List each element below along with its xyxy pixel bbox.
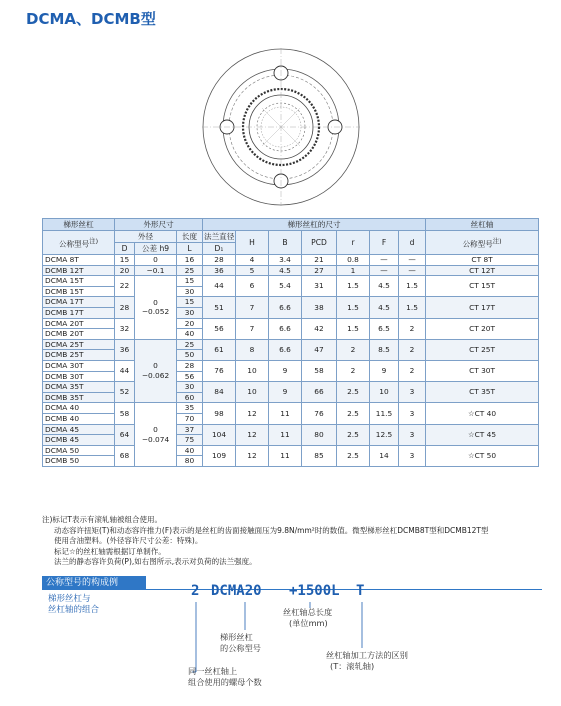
table-cell: 15 [115,255,135,266]
table-cell: 11 [269,424,302,445]
table-cell: 12 [236,445,269,466]
table-cell: 4 [236,255,269,266]
table-cell: 47 [302,339,337,360]
table-cell: 2 [399,360,426,381]
table-cell: 9 [269,382,302,403]
table-cell: 4.5 [269,265,302,276]
table-cell: DCMA 15T [43,276,115,287]
table-cell: 1.5 [337,276,370,297]
table-cell: 3 [399,445,426,466]
table-cell: DCMA 30T [43,360,115,371]
table-cell: 104 [203,424,236,445]
table-cell: — [370,255,399,266]
tolerance-value: 0 [153,361,158,371]
header-outer: 外形尺寸 [115,219,203,231]
table-cell: 1.5 [399,297,426,318]
table-cell: DCMB 30T [43,371,115,382]
table-cell: 6.6 [269,297,302,318]
length-label [283,607,332,628]
table-cell: 14 [370,445,399,466]
header-trap: 梯形丝杠的尺寸 [203,219,426,231]
table-cell: 1.5 [337,318,370,339]
table-cell: 12 [236,424,269,445]
table-cell: 3 [399,382,426,403]
table-cell: CT 12T [426,265,539,276]
table-cell: DCMA 50 [43,445,115,456]
header-d: d [399,231,426,255]
table-cell: 15 [177,297,203,308]
table-cell: 1.5 [337,297,370,318]
table-cell: 4.5 [370,297,399,318]
table-cell: ☆CT 45 [426,424,539,445]
tolerance-value: −0.1 [146,265,165,275]
header-screw: 梯形丝杠 [43,219,115,231]
table-cell: 6.6 [269,318,302,339]
table-cell: 12 [236,403,269,424]
table-cell: 76 [302,403,337,424]
table-cell: 31 [302,276,337,297]
table-cell: 6.6 [269,339,302,360]
tolerance-value: −0.052 [141,307,170,317]
table-cell: 76 [203,360,236,381]
length-label-line: (单位mm) [289,617,328,628]
table-cell: DCMA 20T [43,318,115,329]
table-cell: 3.4 [269,255,302,266]
type-label [326,650,408,671]
note-line: 动态容许扭矩(T)和动态容许推力(F)表示的是丝杠的齿面接触面压为9.8N/mm²时的数值。微型梯形丝杠DCMB8T型和DCMB12T型 [54,525,489,535]
table-cell: 30 [177,286,203,297]
table-cell: DCMB 50 [43,456,115,467]
header-F: F [370,231,399,255]
table-cell: 68 [115,445,135,466]
table-cell: 42 [302,318,337,339]
length-label-line: 丝杠轴总长度 [283,607,333,617]
section-title: 公称型号的构成例 [42,576,146,590]
note-line: 标记☆的丝杠轴需根据订单制作。 [54,546,166,556]
table-cell: 2 [337,339,370,360]
table-cell: 9 [269,360,302,381]
table-cell: CT 8T [426,255,539,266]
table-cell: 37 [177,424,203,435]
table-cell: 56 [177,371,203,382]
table-cell: 0.8 [337,255,370,266]
header-H: H [236,231,269,255]
header-B: B [269,231,302,255]
table-cell: 8 [236,339,269,360]
table-cell: 60 [177,392,203,403]
table-cell: 38 [302,297,337,318]
table-cell: DCMB 25T [43,350,115,361]
header-len: 长度 [177,231,203,243]
table-cell: 1.5 [399,276,426,297]
table-cell: DCMA 35T [43,382,115,393]
count-label [188,666,262,687]
note-line: 注)标记T表示有滚轧轴被组合使用。 [42,515,163,524]
table-cell: 3 [399,424,426,445]
table-cell: 85 [302,445,337,466]
tolerance-value: −0.062 [141,371,170,381]
header-L: L [177,243,203,255]
table-cell: 27 [302,265,337,276]
table-cell: DCMB 20T [43,329,115,340]
table-cell: 10 [236,360,269,381]
table-cell: DCMA 25T [43,339,115,350]
table-cell: 20 [115,265,135,276]
table-cell: 58 [115,403,135,424]
table-cell: 6.5 [370,318,399,339]
table-cell: 3 [399,403,426,424]
table-cell: 40 [177,329,203,340]
table-cell: 109 [203,445,236,466]
table-cell: DCMA 8T [43,255,115,266]
code-length: +1500L [289,583,340,599]
table-cell: 2.5 [337,382,370,403]
table-cell: 51 [203,297,236,318]
table-cell: 11 [269,403,302,424]
header-shaft-model: 公称型号$^{注)}$ [426,231,539,255]
table-cell: CT 15T [426,276,539,297]
table-cell: 40 [177,445,203,456]
table-cell: DCMA 45 [43,424,115,435]
model-label-line: 梯形丝杠 [220,632,253,642]
table-cell: DCMB 45 [43,435,115,446]
count-label-line: 组合使用的螺母个数 [188,676,262,687]
table-cell: 25 [177,339,203,350]
table-cell: 61 [203,339,236,360]
table-cell: 44 [115,360,135,381]
table-cell: 58 [302,360,337,381]
table-cell: 4.5 [370,276,399,297]
header-tol: 公差 h9 [135,243,177,255]
page-title: DCMA、DCMB型 [26,10,156,28]
count-label-line: 同一丝杠轴上 [188,666,238,676]
table-cell: 6 [236,276,269,297]
table-cell: 11.5 [370,403,399,424]
table-cell: 75 [177,435,203,446]
table-cell: 28 [203,255,236,266]
table-cell: CT 30T [426,360,539,381]
combo-line: 丝杠轴的组合 [48,605,100,615]
table-cell: — [399,255,426,266]
type-label-line: (T：滚轧轴) [330,660,375,671]
code-type: T [356,583,365,599]
table-cell: 80 [177,456,203,467]
tolerance-value: −0.074 [141,434,170,444]
table-cell: 56 [203,318,236,339]
table-cell: DCMA 40 [43,403,115,414]
table-cell: 44 [203,276,236,297]
table-cell: DCMB 12T [43,265,115,276]
table-cell: ☆CT 40 [426,403,539,424]
table-cell: — [399,265,426,276]
note-line: 使用含油塑料。(外径容许尺寸公差：特殊)。 [54,536,203,545]
table-cell: 2 [337,360,370,381]
table-cell: 2 [399,318,426,339]
table-cell: CT 17T [426,297,539,318]
header-flange: 法兰直径 [204,232,235,241]
table-cell: 7 [236,318,269,339]
note-line: 法兰的静态容许负荷(P),如右图所示,表示对负荷的法兰强度。 [54,557,257,566]
type-label-line: 丝杠轴加工方法的区别 [326,650,408,660]
table-cell: CT 25T [426,339,539,360]
table-cell: 10 [370,382,399,403]
table-cell: 30 [177,382,203,393]
table-cell: 36 [115,339,135,360]
table-cell: 7 [236,297,269,318]
table-cell: 28 [177,360,203,371]
code-count: 2 [191,583,200,599]
table-cell: 5 [236,265,269,276]
table-cell: DCMB 15T [43,286,115,297]
model-label-line: 的公称型号 [220,642,261,653]
table-cell: 16 [177,255,203,266]
table-cell: 22 [115,276,135,297]
header-outer-dia: 外径 [115,231,177,243]
header-shaft: 丝杠轴 [426,219,539,231]
table-cell: 50 [177,350,203,361]
table-cell: 10 [236,382,269,403]
header-D1: D₁ [203,243,236,255]
tolerance-value: 0 [153,425,158,434]
table-cell: 66 [302,382,337,403]
code-model: DCMA20 [211,583,262,599]
table-cell: 30 [177,307,203,318]
table-cell: 2.5 [337,445,370,466]
table-cell: DCMB 40 [43,413,115,424]
header-r: r [337,231,370,255]
table-cell: 28 [115,297,135,318]
table-cell: 9 [370,360,399,381]
table-cell: 8.5 [370,339,399,360]
table-cell: 52 [115,382,135,403]
header-PCD: PCD [302,231,337,255]
table-cell: 80 [302,424,337,445]
table-cell: 21 [302,255,337,266]
table-cell: 64 [115,424,135,445]
table-cell: CT 20T [426,318,539,339]
table-cell: 84 [203,382,236,403]
table-cell: 20 [177,318,203,329]
table-cell: DCMB 35T [43,392,115,403]
combo-line: 梯形丝杠与 [48,594,91,604]
tolerance-value: 0 [153,297,158,307]
table-cell: 2.5 [337,424,370,445]
table-cell: DCMA 17T [43,297,115,308]
table-cell: 98 [203,403,236,424]
tolerance-value: 0 [153,255,158,264]
table-cell: — [370,265,399,276]
header-screw-model: 公称型号$^{注)}$ [43,231,115,255]
table-cell: 2 [399,339,426,360]
table-cell: 5.4 [269,276,302,297]
table-cell: 2.5 [337,403,370,424]
table-cell: DCMB 17T [43,307,115,318]
model-label [220,632,261,653]
table-cell: 15 [177,276,203,287]
table-cell: 25 [177,265,203,276]
table-cell: 1 [337,265,370,276]
table-cell: CT 35T [426,382,539,403]
table-cell: 11 [269,445,302,466]
table-cell: 35 [177,403,203,414]
header-D: D [115,243,135,255]
table-cell: 12.5 [370,424,399,445]
table-cell: 36 [203,265,236,276]
table-cell: 32 [115,318,135,339]
table-cell: ☆CT 50 [426,445,539,466]
table-cell: 70 [177,413,203,424]
